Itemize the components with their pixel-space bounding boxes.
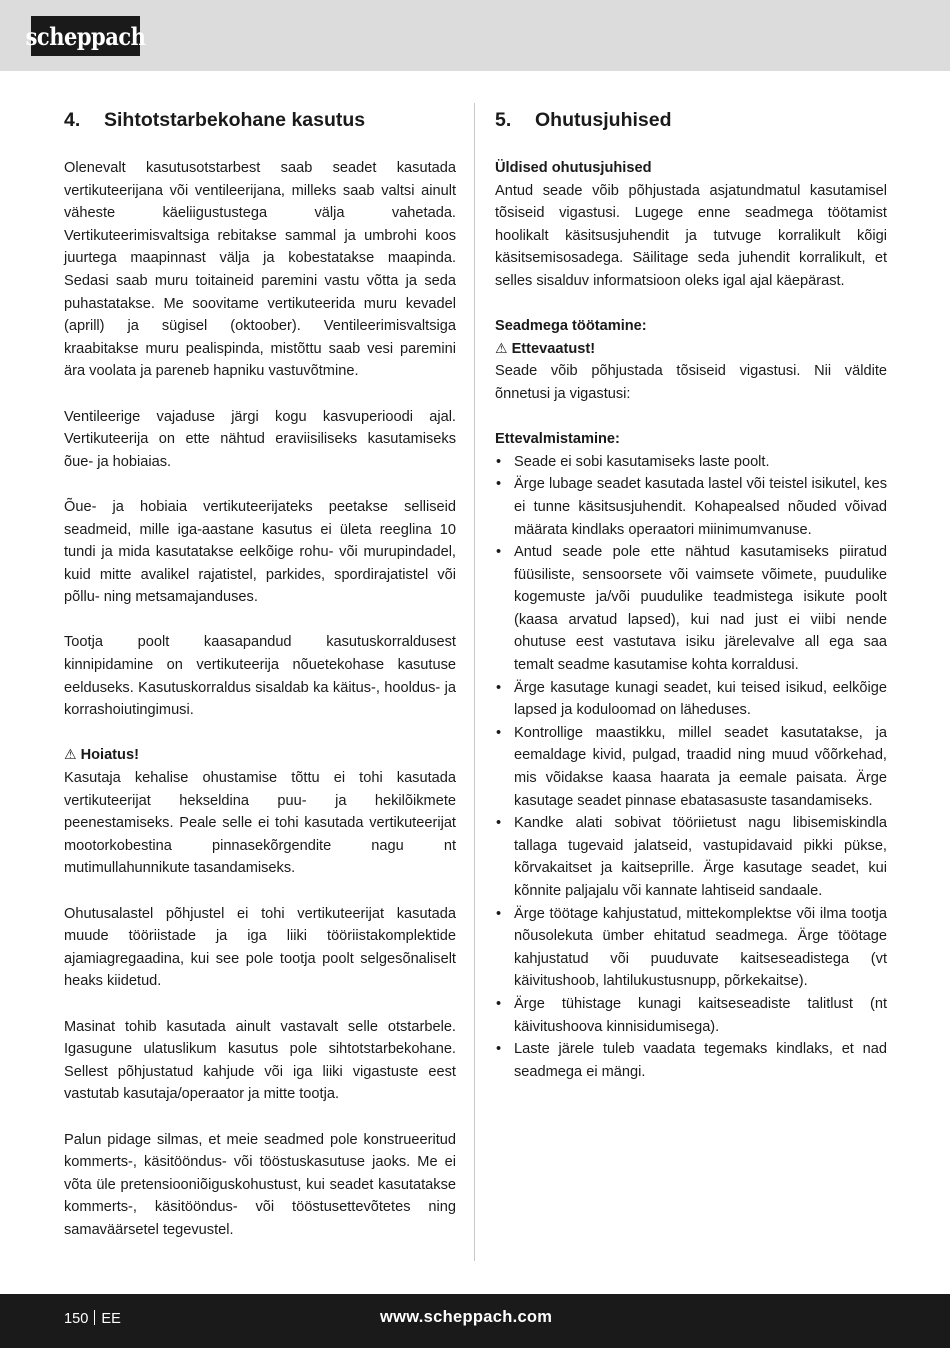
section-heading-5 — [495, 106, 887, 134]
preparation-list — [495, 451, 887, 1084]
warning-triangle-icon: ⚠ — [495, 340, 508, 357]
footer-separator — [94, 1310, 95, 1325]
general-safety-title: Üldised ohutusjuhised — [495, 160, 652, 176]
list-item: • Ärge lubage seadet kasutada lastel või teistel isikutel, kes ei tunne käsitsusjuhendit. Kohapealsed nõuded võivad määrata kindlaks operaatori miinimumvanuse. — [495, 473, 887, 541]
list-item: • Laste järele tuleb vaadata tegemaks kindlaks, et nad seadmega ei mängi. — [495, 1038, 887, 1083]
general-safety-text: Antud seade võib põhjustada asjatundmatul kasutamisel tõsiseid vigastusi. Lugege enne seadmega töötamist hoolikalt käsitsusjuhendit ja tutvuge korralikult kõigi käsitsemisosadega. Säilitage seda juhendit korralikult, et selles sisalduv informatsioon oleks igal ajal käepärast. — [495, 182, 887, 289]
paragraph: Ventileerige vajaduse järgi kogu kasvuperioodi ajal. Vertikuteerija on ette nähtud eraviisiliseks kasutamiseks õue- ja hobiaias. — [64, 408, 456, 470]
list-item: • Ärge kasutage kunagi seadet, kui teised isikud, eelkõige lapsed ja koduloomad on läheduses. — [495, 677, 887, 722]
paragraph: Palun pidage silmas, et meie seadmed pole konstrueeritud kommerts-, käsitööndus- või tööstuskasutuse jaoks. Me ei võta üle pretensiooniõiguskohustust, kui seadet kasutatakse kommerts-, käsitööndus- või tööstusettevõtetes ning samaväärsetel tegevustel. — [64, 1131, 456, 1238]
page-number: 150 — [64, 1311, 89, 1327]
warning-heading — [64, 744, 456, 767]
page-header — [0, 0, 950, 71]
website-url: www.scheppach.com — [380, 1308, 553, 1326]
caution-text: Seade võib põhjustada tõsiseid vigastusi. Nii väldite õnnetusi ja vigastusi: — [495, 363, 887, 402]
operation-block — [495, 315, 887, 405]
list-item: • Kandke alati sobivat tööriietust nagu libisemiskindla tallaga tugevaid jalatseid, vastupidavaid pikki pükse, kõrvakaitset ja kaitseprille. Ärge kasutage seadet, kui kõnnite paljajalu või kannate lahtiseid sandaale. — [495, 812, 887, 902]
caution-title: Ettevaatust! — [511, 340, 596, 357]
warning-block — [64, 744, 456, 880]
paragraph: Ohutusalastel põhjustel ei tohi vertikuteerijat kasutada muude tööriistade ja iga liiki tööriistakomplektide ajamiagregaadina, kui see pole tootja poolt selgesõnaliselt heaks kiidetud. — [64, 905, 456, 990]
page-footer — [0, 1294, 950, 1348]
warning-text: Kasutaja kehalise ohustamise tõttu ei tohi kasutada vertikuteerijat hekseldina puu- ja hekilõikmete peenestamiseks. Peale selle ei tohi kasutada vertikuteerijat mootorkobestina pinnasekõrgendite nagu nt mutimullahunnikute tasandamiseks. — [64, 770, 456, 877]
general-safety-block — [495, 157, 887, 293]
section-title: Sihtotstarbekohane kasutus — [104, 109, 366, 131]
page-number-area — [64, 1310, 121, 1327]
language-code: EE — [101, 1311, 121, 1327]
section-number: 5. — [495, 109, 512, 131]
paragraph: Masinat tohib kasutada ainult vastavalt selle otstarbele. Igasugune ulatuslikum kasutus pole sihtotstarbekohane. Sellest põhjustatud kahjude või iga liiki vigastuste eest vastutab kasutaja/operaator ja mitte tootja. — [64, 1018, 456, 1103]
section-title: Ohutusjuhised — [535, 109, 672, 131]
list-item: • Seade ei sobi kasutamiseks laste poolt. — [495, 451, 887, 474]
logo-text: scheppach — [25, 21, 146, 51]
paragraph: Olenevalt kasutusotstarbest saab seadet kasutada vertikuteerijana või ventileerijana, milleks saab valtsi ainult väheste käeliigustustega välja vahetada. Vertikuteerimisvaltsiga rebitakse sammal ja umbrohi koos juurtega maapinnast välja ja kobestatakse maapinda. Sedasi saab muru toitaineid paremini vastu võtta ja seda puhastatakse. Me soovitame vertikuteerida muru kevadel (aprill) ja sügisel (oktoober). Ventileerimisvaltsiga kraabitakse muru pealispinda, mistõttu saab vesi paremini ära voolata ja pareneb hapniku vastuvõtmine. — [64, 160, 456, 380]
operation-title: Seadmega töötamine: — [495, 318, 647, 335]
list-item: • Kontrollige maastikku, millel seadet kasutatakse, ja eemaldage kivid, pulgad, traadid ning muud võõrkehad, mis võidakse kaasa haarata ja eemale paisata. Ärge kasutage seadet pinnase ebatasasuste tasandamiseks. — [495, 722, 887, 812]
list-item: • Ärge tühistage kunagi kaitseseadiste talitlust (nt käivitushoova kinnisidumisega). — [495, 993, 887, 1038]
paragraph: Tootja poolt kaasapandud kasutuskorraldusest kinnipidamine on vertikuteerija nõuetekohase kasutuse eelduseks. Kasutuskorraldus sisaldab ka käitus-, hooldus- ja korrashoiutingimusi. — [64, 634, 456, 719]
warning-triangle-icon: ⚠ — [64, 747, 77, 764]
caution-heading — [495, 338, 887, 361]
section-heading-4 — [64, 106, 456, 134]
preparation-title: Ettevalmistamine: — [495, 431, 620, 448]
left-column — [64, 106, 456, 1264]
paragraph: Õue- ja hobiaia vertikuteerijateks peetakse selliseid seadmeid, mille iga-aastane kasutus ei ületa reeglina 10 tundi ja mida kasutatakse eelkõige rohu- või murupindadel, kuid mitte avalikel rajatistel, parkides, spordirajatistel või põllu- ning metsamajanduses. — [64, 498, 456, 606]
scheppach-logo — [25, 16, 146, 56]
section-number: 4. — [64, 109, 81, 131]
warning-title: Hoiatus! — [80, 747, 139, 764]
list-item: • Ärge töötage kahjustatud, mittekomplektse või ilma tootja nõusolekuta ümber ehitatud seadmega. Ärge töötage kahjustatud või puuduvate kaitseseadistega (vt käivitushoob, lahtilukustusnupp, põrkekaitse). — [495, 903, 887, 993]
list-item: • Antud seade pole ette nähtud kasutamiseks piiratud füüsiliste, sensoorsete või vaimsete võimete, puudulike kogemuste ja/või puudulike teadmistega isikute poolt (kaasa arvatud lapsed), kui nad just ei viibi nende ohutuse eest vastutava isiku järelevalve all ega saa temalt seadme kasutamise kohta korraldusi. — [495, 541, 887, 677]
right-column — [495, 106, 887, 1083]
column-divider — [474, 103, 475, 1261]
